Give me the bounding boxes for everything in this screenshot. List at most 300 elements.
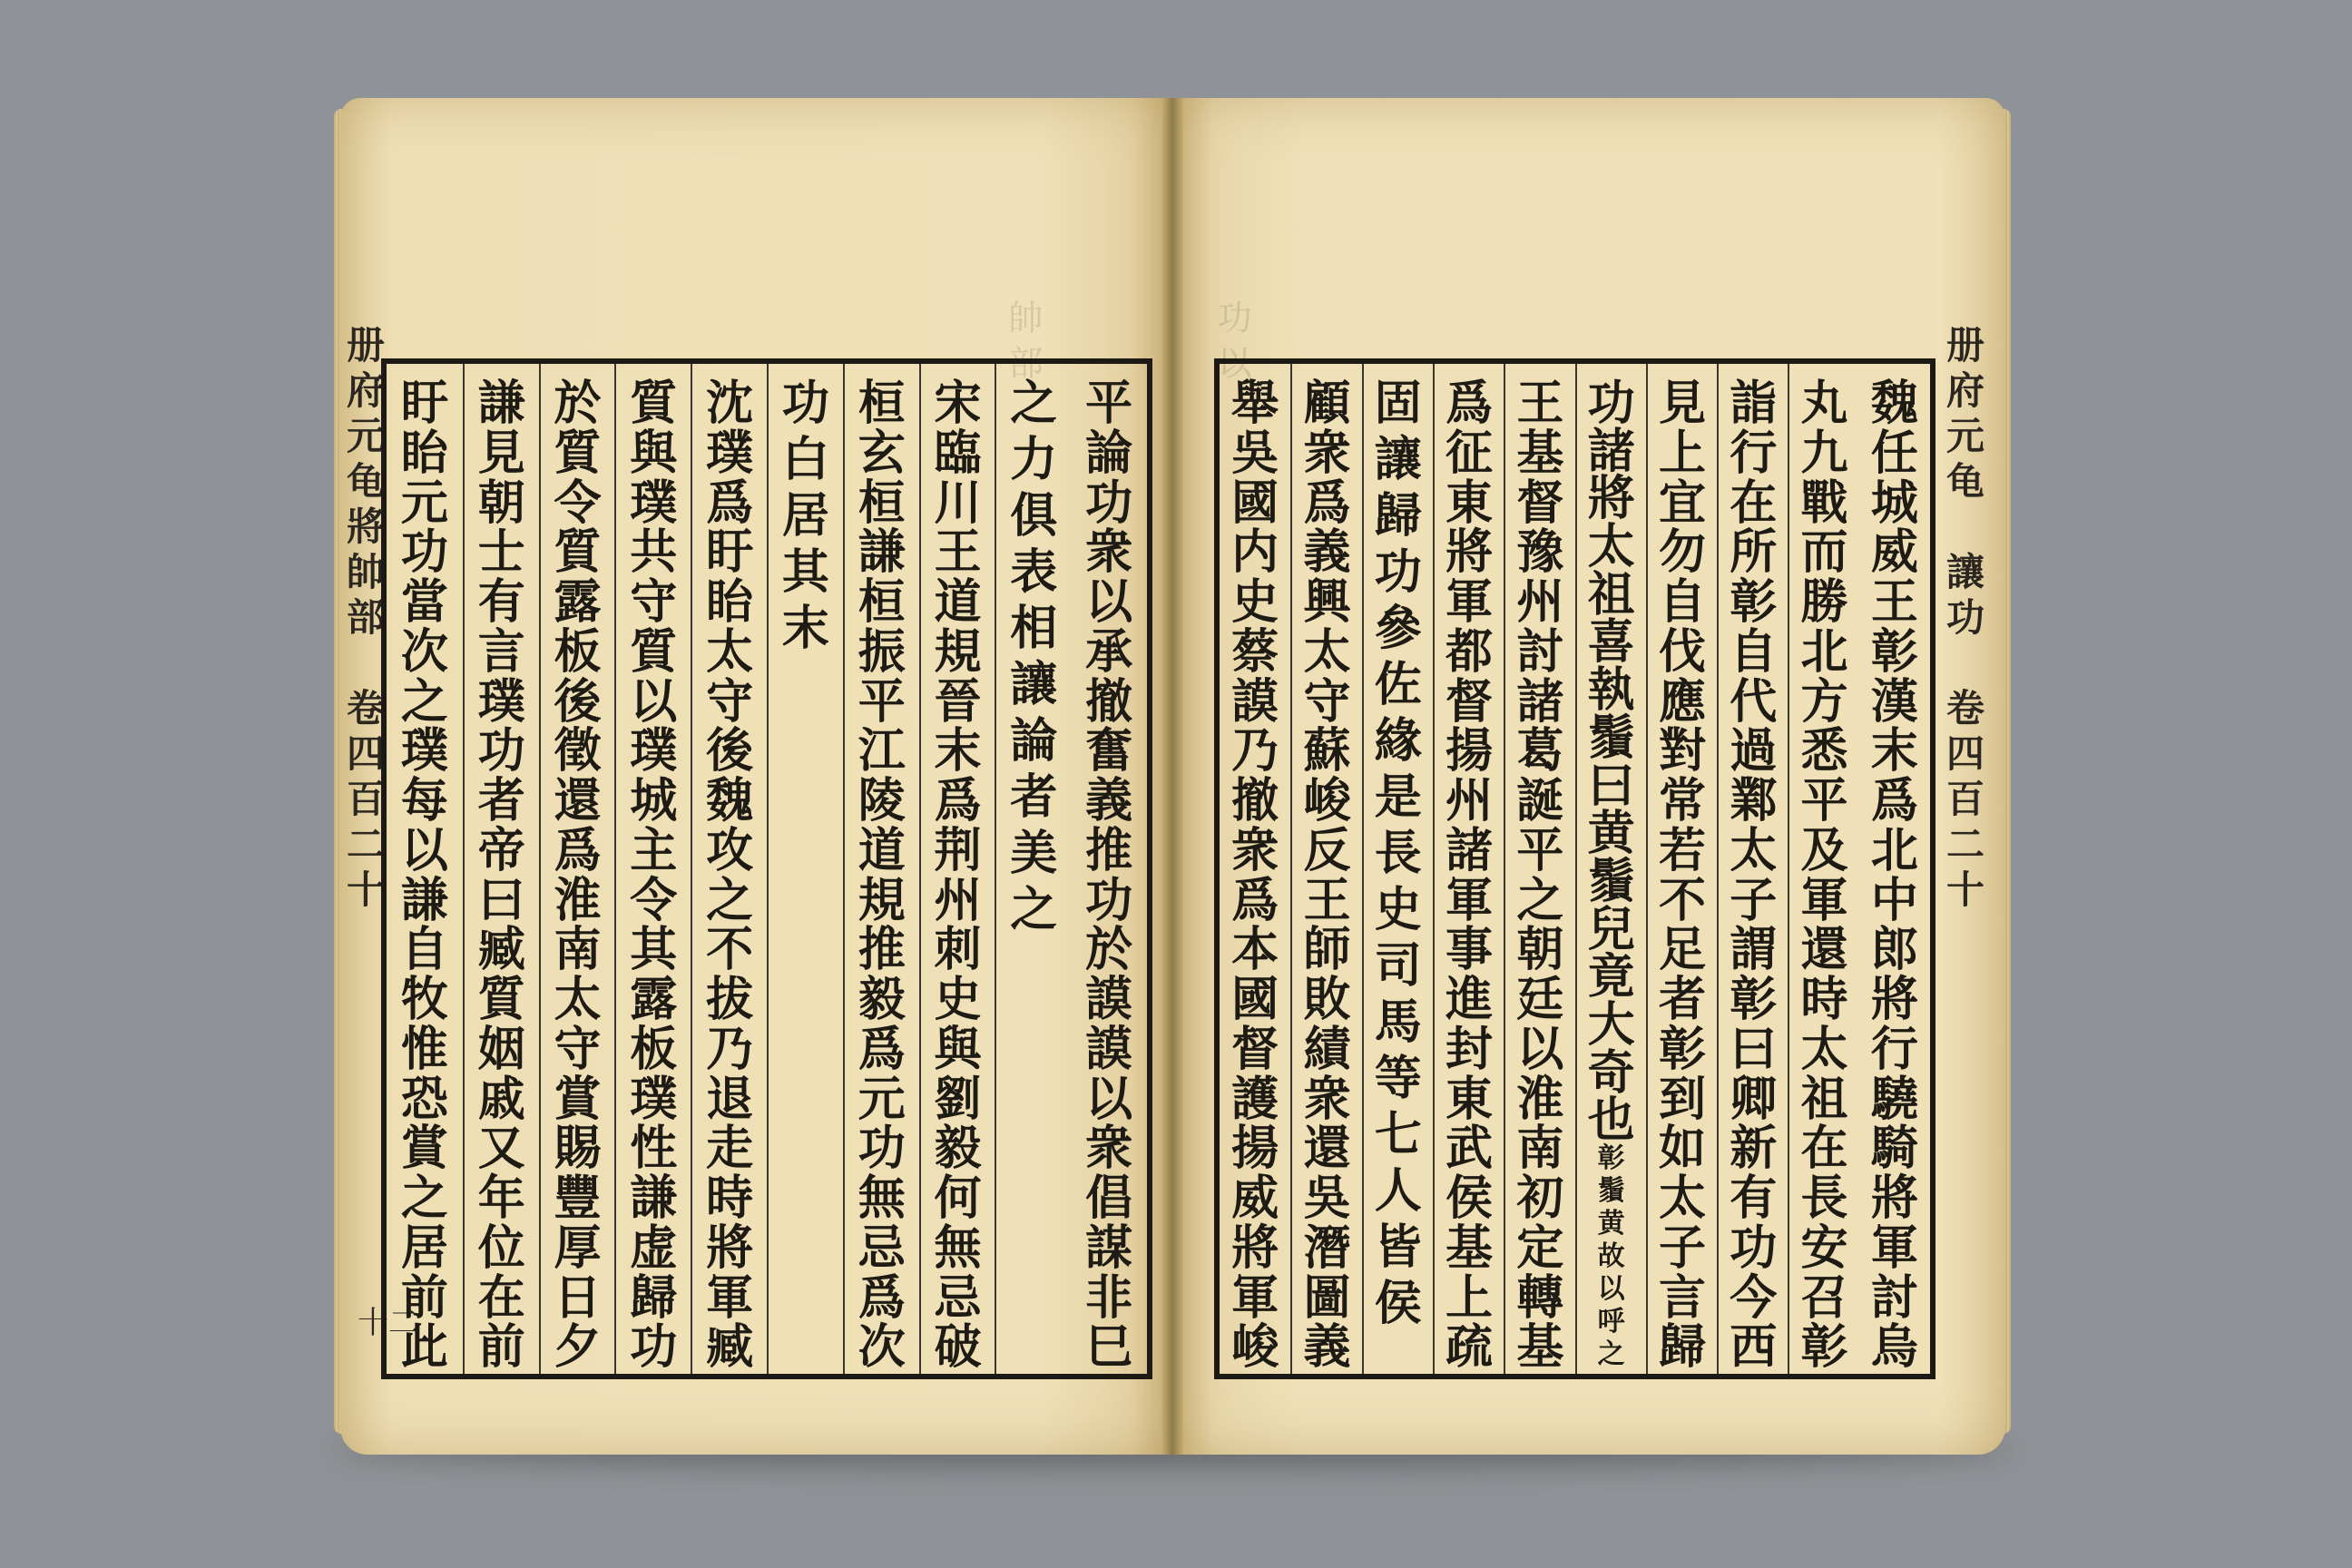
- glyph: 彰: [1870, 623, 1918, 680]
- text-column: [614, 364, 691, 1374]
- glyph: 册: [346, 323, 385, 368]
- glyph: 有: [477, 574, 525, 630]
- glyph: 及: [1800, 822, 1848, 878]
- glyph: 義: [1303, 524, 1351, 581]
- glyph: 功: [1374, 544, 1422, 600]
- glyph: 龟: [1945, 459, 1984, 504]
- glyph: 征: [1446, 425, 1494, 481]
- glyph: 璞: [630, 475, 678, 531]
- glyph: 陵: [858, 773, 906, 828]
- glyph: 之: [1516, 872, 1564, 928]
- glyph: 四: [346, 731, 385, 776]
- note-glyph: 故: [1597, 1240, 1625, 1272]
- glyph: 士: [477, 524, 525, 581]
- glyph: 軍: [1231, 1269, 1279, 1326]
- glyph: 所: [1730, 524, 1778, 581]
- glyph: 惟: [400, 1021, 448, 1077]
- glyph: 前: [400, 1269, 448, 1326]
- glyph: 勿: [1658, 524, 1706, 581]
- glyph: 功: [1945, 595, 1984, 640]
- glyph: 伐: [1658, 623, 1706, 680]
- glyph: 璞: [706, 425, 754, 481]
- glyph: 姻: [477, 1021, 525, 1077]
- glyph: 將: [706, 1220, 754, 1276]
- glyph: 見: [477, 425, 525, 481]
- glyph: 退: [706, 1071, 754, 1127]
- glyph: 諸: [1516, 673, 1564, 730]
- glyph: 爲: [706, 475, 754, 531]
- glyph: 爲: [858, 1021, 906, 1077]
- glyph: 爲: [858, 1269, 906, 1326]
- glyph: 守: [706, 673, 754, 730]
- glyph: 共: [630, 524, 678, 581]
- glyph: 四: [1945, 731, 1984, 776]
- glyph: 歸: [1658, 1319, 1706, 1376]
- glyph: 後: [706, 723, 754, 779]
- glyph: 眙: [400, 425, 448, 481]
- glyph: 義: [1303, 1319, 1351, 1376]
- glyph: 日: [554, 1269, 602, 1326]
- glyph: 平: [1800, 773, 1848, 828]
- glyph: 彰: [1658, 1021, 1706, 1077]
- glyph: 桓: [858, 574, 906, 630]
- glyph: 走: [706, 1121, 754, 1177]
- glyph: 國: [1231, 972, 1279, 1027]
- glyph: 臨: [934, 425, 982, 481]
- glyph: 黄: [1587, 806, 1635, 862]
- glyph: 自: [1730, 623, 1778, 680]
- glyph: 册: [1945, 323, 1984, 368]
- glyph: 規: [858, 872, 906, 928]
- glyph: 誕: [1516, 773, 1564, 828]
- book-gutter: [1161, 98, 1183, 1455]
- glyph: 方: [1800, 673, 1848, 730]
- glyph: 太: [554, 972, 602, 1027]
- glyph: 時: [706, 1171, 754, 1226]
- glyph: 若: [1658, 822, 1706, 878]
- glyph: 十: [1945, 867, 1984, 912]
- glyph: 相: [1010, 601, 1058, 656]
- glyph: 衆: [1231, 822, 1279, 878]
- glyph: 臧: [706, 1319, 754, 1376]
- glyph: 帥: [346, 550, 385, 594]
- glyph: 對: [1658, 723, 1706, 779]
- glyph: 彰: [1730, 972, 1778, 1027]
- glyph: 盱: [706, 524, 754, 581]
- glyph: 豫: [1516, 524, 1564, 581]
- glyph: 王: [1303, 872, 1351, 928]
- glyph: 喜: [1587, 614, 1635, 671]
- glyph: 之: [400, 1171, 448, 1226]
- glyph: 也: [1587, 1093, 1635, 1149]
- glyph: 川: [934, 475, 982, 531]
- glyph: 軍: [1446, 872, 1494, 928]
- glyph: 功: [630, 1319, 678, 1376]
- glyph: 峻: [1231, 1319, 1279, 1376]
- glyph: 都: [1446, 623, 1494, 680]
- glyph: 劉: [934, 1071, 982, 1127]
- glyph: 宜: [1658, 475, 1706, 531]
- glyph: 大: [1587, 996, 1635, 1053]
- glyph: 兒: [1587, 901, 1635, 957]
- glyph: 二: [1945, 822, 1984, 867]
- glyph: 鄴: [1730, 773, 1778, 828]
- glyph: 反: [1303, 822, 1351, 878]
- glyph: 破: [934, 1319, 982, 1376]
- glyph: 如: [1658, 1121, 1706, 1177]
- glyph: 魏: [1870, 376, 1918, 431]
- glyph: 侯: [1374, 1276, 1422, 1331]
- glyph: 封: [1446, 1021, 1494, 1077]
- glyph: 賞: [554, 1071, 602, 1127]
- note-glyph: 之: [1597, 1338, 1625, 1370]
- glyph: 衆: [1303, 425, 1351, 481]
- glyph: 荆: [934, 822, 982, 878]
- glyph: 規: [934, 623, 982, 680]
- glyph: 顧: [1303, 376, 1351, 431]
- glyph: 府: [346, 368, 385, 413]
- glyph: 子: [1730, 872, 1778, 928]
- glyph: 乃: [706, 1021, 754, 1077]
- glyph: 板: [554, 623, 602, 680]
- text-column: [1859, 364, 1930, 1374]
- glyph: 基: [1516, 1319, 1564, 1376]
- glyph: 謨: [1085, 1021, 1133, 1077]
- text-column: [387, 364, 463, 1374]
- glyph: 督: [1446, 673, 1494, 730]
- text-column: [539, 364, 615, 1374]
- glyph: 師: [1303, 922, 1351, 978]
- glyph: 徵: [554, 723, 602, 779]
- glyph: 事: [1446, 922, 1494, 978]
- glyph: 乃: [1231, 723, 1279, 779]
- glyph: 軍: [706, 1269, 754, 1326]
- glyph: 於: [1085, 922, 1133, 978]
- glyph: 刺: [934, 922, 982, 978]
- glyph: 桓: [858, 475, 906, 531]
- glyph: 拔: [706, 972, 754, 1027]
- glyph: 祖: [1800, 1071, 1848, 1127]
- glyph: 戚: [477, 1071, 525, 1127]
- glyph: 功: [858, 1121, 906, 1177]
- glyph: 俱: [1010, 488, 1058, 544]
- glyph: 魏: [706, 773, 754, 828]
- glyph: 謀: [1085, 1220, 1133, 1276]
- text-column: [1788, 364, 1858, 1374]
- text-column: [463, 364, 539, 1374]
- glyph: 謨: [1085, 972, 1133, 1027]
- glyph: 之: [400, 673, 448, 730]
- glyph: 以: [1085, 1071, 1133, 1127]
- glyph: 帝: [477, 822, 525, 878]
- glyph: 言: [477, 623, 525, 680]
- glyph: 晉: [934, 673, 982, 730]
- glyph: 厚: [554, 1220, 602, 1276]
- glyph: 道: [858, 822, 906, 878]
- glyph: 璞: [630, 723, 678, 779]
- glyph: 武: [1446, 1121, 1494, 1177]
- glyph: 以: [1516, 1021, 1564, 1077]
- glyph: 曰: [1730, 1021, 1778, 1077]
- glyph: 參: [1374, 601, 1422, 656]
- glyph: 夕: [554, 1319, 602, 1376]
- glyph: 東: [1446, 1071, 1494, 1127]
- glyph: 衆: [1085, 1121, 1133, 1177]
- glyph: 質: [630, 623, 678, 680]
- glyph: 見: [1658, 376, 1706, 431]
- glyph: 將: [1870, 972, 1918, 1027]
- glyph: 彰: [1730, 574, 1778, 630]
- glyph: 居: [400, 1220, 448, 1276]
- glyph: 人: [1374, 1163, 1422, 1219]
- glyph: 不: [706, 922, 754, 978]
- glyph: 基: [1446, 1220, 1494, 1276]
- glyph: 之: [706, 872, 754, 928]
- glyph: 王: [1870, 574, 1918, 630]
- glyph: 本: [1231, 922, 1279, 978]
- glyph: 龟: [346, 459, 385, 504]
- glyph: 太: [1587, 519, 1635, 575]
- glyph: 諸: [1587, 423, 1635, 479]
- glyph: 卷: [346, 686, 385, 730]
- show-through-text: 帥 部: [1003, 299, 1043, 380]
- glyph: 盱: [400, 376, 448, 431]
- glyph: 爲: [1231, 872, 1279, 928]
- glyph: 平: [1516, 822, 1564, 878]
- glyph: 讓: [1010, 657, 1058, 712]
- glyph: 到: [1658, 1071, 1706, 1127]
- glyph: 太: [1800, 1021, 1848, 1077]
- glyph: 功: [781, 376, 829, 431]
- glyph: 驍: [1870, 1071, 1918, 1127]
- glyph: 定: [1516, 1220, 1564, 1276]
- glyph: 有: [1730, 1171, 1778, 1226]
- glyph: 討: [1870, 1269, 1918, 1326]
- glyph: 内: [1231, 524, 1279, 581]
- glyph: 力: [1010, 432, 1058, 487]
- glyph: 豐: [554, 1171, 602, 1226]
- glyph: 者: [1010, 769, 1058, 825]
- glyph: 諸: [1446, 822, 1494, 878]
- glyph: 者: [1658, 972, 1706, 1027]
- right-margin-title: [1942, 323, 1989, 1325]
- glyph: 峻: [1303, 773, 1351, 828]
- glyph: 宋: [934, 376, 982, 431]
- glyph: 初: [1516, 1171, 1564, 1226]
- glyph: 上: [1446, 1269, 1494, 1326]
- glyph: 讓: [1374, 432, 1422, 487]
- glyph: 太: [1658, 1171, 1706, 1226]
- glyph: 撤: [1231, 773, 1279, 828]
- glyph: 皆: [1374, 1220, 1422, 1275]
- glyph: 於: [554, 376, 602, 431]
- glyph: 召: [1800, 1269, 1848, 1326]
- glyph: 興: [1303, 574, 1351, 630]
- glyph: 令: [630, 872, 678, 928]
- glyph: 太: [706, 623, 754, 680]
- glyph: 應: [1658, 673, 1706, 730]
- glyph: 圖: [1303, 1269, 1351, 1326]
- text-column: [1433, 364, 1504, 1374]
- folio-number: 十二: [358, 1305, 419, 1341]
- glyph: 元: [1945, 414, 1984, 458]
- glyph: 漢: [1870, 673, 1918, 730]
- glyph: 當: [400, 574, 448, 630]
- glyph: 西: [1730, 1319, 1778, 1376]
- glyph: 子: [1658, 1220, 1706, 1276]
- glyph: 謙: [477, 376, 525, 431]
- glyph: 戰: [1800, 475, 1848, 531]
- glyph: 守: [1303, 673, 1351, 730]
- glyph: 護: [1231, 1071, 1279, 1127]
- glyph: 璞: [477, 673, 525, 730]
- glyph: 以: [630, 673, 678, 730]
- glyph: 舉: [1231, 376, 1279, 431]
- glyph: 州: [1446, 773, 1494, 828]
- glyph: 撤: [1085, 673, 1133, 730]
- glyph: 代: [1730, 673, 1778, 730]
- glyph: 牧: [400, 972, 448, 1027]
- right-text-frame: [1214, 358, 1936, 1379]
- glyph: 者: [477, 773, 525, 828]
- glyph: 百: [1945, 777, 1984, 821]
- glyph: 璞: [400, 723, 448, 779]
- glyph: 自: [400, 922, 448, 978]
- glyph: 鬚: [1587, 853, 1635, 909]
- glyph: 史: [1374, 882, 1422, 937]
- glyph: 將: [346, 505, 385, 549]
- glyph: 北: [1870, 822, 1918, 878]
- glyph: 爲: [554, 822, 602, 878]
- glyph: 軍: [1800, 872, 1848, 928]
- glyph: 之: [1010, 376, 1058, 431]
- glyph: 騎: [1870, 1121, 1918, 1177]
- text-column: [1717, 364, 1788, 1374]
- glyph: 在: [1800, 1121, 1848, 1177]
- glyph: 史: [934, 972, 982, 1027]
- glyph: 質: [554, 524, 602, 581]
- text-column: [1646, 364, 1717, 1374]
- glyph: 督: [1516, 475, 1564, 531]
- glyph: 還: [1800, 922, 1848, 978]
- glyph: 末: [1870, 723, 1918, 779]
- glyph: 非: [1085, 1269, 1133, 1326]
- glyph: 七: [1374, 1107, 1422, 1162]
- glyph: 州: [1516, 574, 1564, 630]
- glyph: 上: [1658, 425, 1706, 481]
- glyph: 言: [1658, 1269, 1706, 1326]
- note-glyph: 以: [1597, 1273, 1625, 1305]
- glyph: 敗: [1303, 972, 1351, 1027]
- glyph: 歸: [630, 1269, 678, 1326]
- glyph: 平: [1085, 376, 1133, 431]
- glyph: 悉: [1800, 723, 1848, 779]
- glyph: 行: [1870, 1021, 1918, 1077]
- glyph: 論: [1010, 713, 1058, 769]
- glyph: 元: [858, 1071, 906, 1127]
- glyph: 爲: [1870, 773, 1918, 828]
- glyph: 質: [630, 376, 678, 431]
- glyph: 將: [1870, 1171, 1918, 1226]
- glyph: 烏: [1870, 1319, 1918, 1376]
- text-column: [1071, 364, 1147, 1374]
- glyph: 又: [477, 1121, 525, 1177]
- glyph: 將: [1231, 1220, 1279, 1276]
- glyph: 質: [554, 425, 602, 481]
- glyph: 居: [781, 488, 829, 544]
- note-glyph: 黄: [1597, 1208, 1625, 1240]
- glyph: 竟: [1587, 949, 1635, 1005]
- left-text-frame: [381, 358, 1152, 1379]
- note-glyph: 鬚: [1597, 1175, 1625, 1207]
- glyph: 璞: [630, 1071, 678, 1127]
- glyph: 桓: [858, 376, 906, 431]
- glyph: 毅: [858, 972, 906, 1027]
- glyph: 之: [1010, 882, 1058, 937]
- glyph: 毅: [934, 1121, 982, 1177]
- glyph: 衆: [1085, 524, 1133, 581]
- glyph: 無: [934, 1220, 982, 1276]
- glyph: 長: [1374, 826, 1422, 881]
- glyph: 東: [1446, 475, 1494, 531]
- glyph: 沈: [706, 376, 754, 431]
- glyph: 賞: [400, 1121, 448, 1177]
- glyph: 時: [1800, 972, 1848, 1027]
- glyph: 侯: [1446, 1171, 1494, 1226]
- glyph: 威: [1231, 1171, 1279, 1226]
- text-column: [1220, 364, 1290, 1374]
- glyph: 歸: [1374, 488, 1422, 544]
- glyph: 無: [858, 1171, 906, 1226]
- glyph: 固: [1374, 376, 1422, 431]
- glyph: 功: [1730, 1220, 1778, 1276]
- glyph: 將: [1587, 471, 1635, 527]
- glyph: 倡: [1085, 1171, 1133, 1226]
- glyph: 元: [346, 414, 385, 458]
- note-glyph: 呼: [1597, 1306, 1625, 1338]
- glyph: 廷: [1516, 972, 1564, 1027]
- glyph: 百: [346, 777, 385, 821]
- glyph: 功: [1085, 475, 1133, 531]
- glyph: 攻: [706, 822, 754, 878]
- glyph: 後: [554, 673, 602, 730]
- glyph: 中: [1870, 872, 1918, 928]
- glyph: 進: [1446, 972, 1494, 1027]
- glyph: 潛: [1303, 1220, 1351, 1276]
- glyph: 主: [630, 822, 678, 878]
- glyph: 卿: [1730, 1071, 1778, 1127]
- glyph: 二: [346, 822, 385, 867]
- glyph: 基: [1516, 425, 1564, 481]
- interlinear-note: [1597, 1142, 1625, 1374]
- glyph: 緣: [1374, 713, 1422, 769]
- glyph: 眙: [706, 574, 754, 630]
- glyph: 每: [400, 773, 448, 828]
- show-through-text: 功 以: [1211, 299, 1251, 380]
- glyph: 史: [1231, 574, 1279, 630]
- glyph: 北: [1800, 623, 1848, 680]
- glyph: 南: [554, 922, 602, 978]
- glyph: 疏: [1446, 1319, 1494, 1376]
- glyph: 軍: [1446, 574, 1494, 630]
- glyph: 績: [1303, 1021, 1351, 1077]
- glyph: 承: [1085, 623, 1133, 680]
- glyph: 今: [1730, 1269, 1778, 1326]
- glyph: 鬚: [1587, 710, 1635, 766]
- glyph: 忌: [934, 1269, 982, 1326]
- glyph: 元: [400, 475, 448, 531]
- text-column: [691, 364, 767, 1374]
